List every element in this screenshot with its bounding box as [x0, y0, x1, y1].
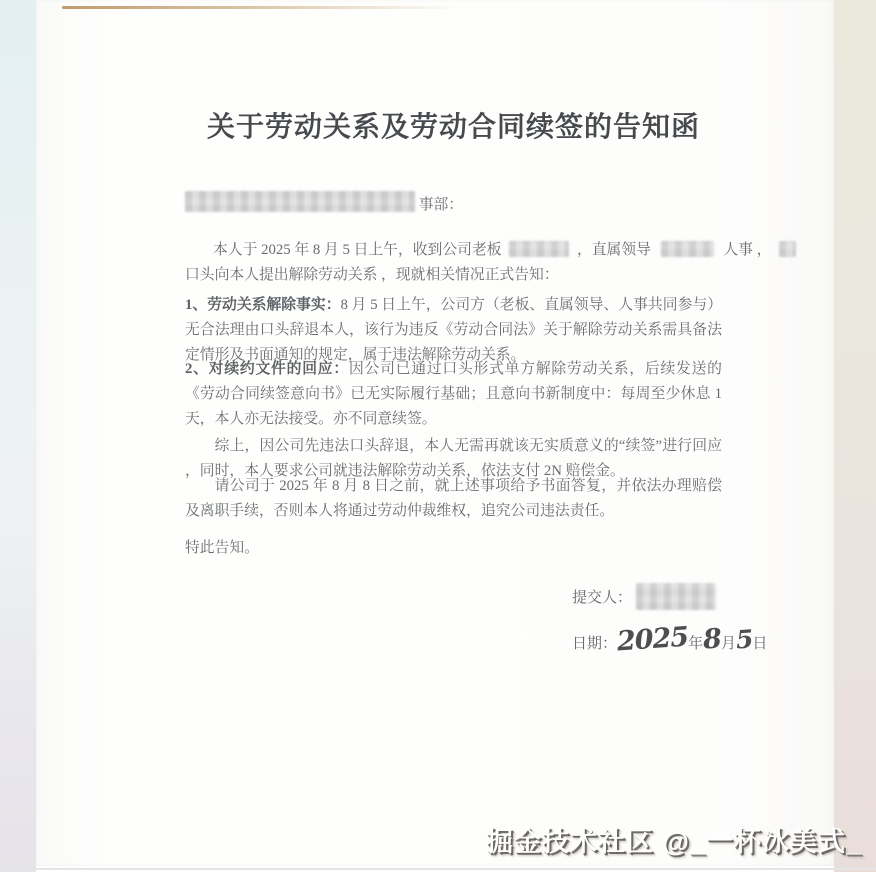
- item-2-body: 因公司已通过口头形式单方解除劳动关系，后续发送的《劳动合同续签意向书》已无实际履行基础；且意向书新制度中：每周至少休息 1 天，本人亦无法接受。亦不同意续签。: [185, 361, 722, 427]
- redacted-boss-name: [509, 241, 569, 257]
- photo-background-left: [0, 0, 36, 872]
- date-month-unit: 月: [720, 636, 736, 652]
- intro-line-1: [213, 238, 796, 263]
- handwritten-year: 2025: [616, 621, 690, 658]
- redacted-leader-name: [661, 241, 714, 257]
- recipient-line: [185, 191, 463, 218]
- redacted-submitter-name: [636, 583, 716, 610]
- item-2: [185, 357, 722, 432]
- handwritten-month: 8: [702, 623, 723, 656]
- submitter-label: 提交人：: [572, 590, 633, 606]
- date-label: 日期：: [572, 636, 618, 652]
- item-1-body: 8 月 5 日上午，公司方（老板、直属领导、人事共同参与）无合法理由口头辞退本人，该行为违反《劳动合同法》关于解除劳动关系需具备法定情形及书面通知的规定，属于违法解除劳动关系。: [185, 297, 722, 363]
- paper-top-edge: [62, 6, 462, 9]
- photo-background-right: [834, 0, 876, 872]
- community-watermark: 掘金技术社区 @_一杯冰美式_: [486, 827, 862, 857]
- item-1-label: 1、劳动关系解除事实：: [185, 297, 341, 313]
- intro-segment-3: 人事 ，: [723, 242, 772, 258]
- summary-paragraph: 综上，因公司先违法口头辞退，本人无需再就该无实质意义的“续签”进行回应 ，同时，本人要求公司就违法解除劳动关系，依法支付 2N 赔偿金。: [185, 438, 722, 479]
- intro-line-2: 口头向本人提出解除劳动关系 ，现就相关情况正式告知：: [185, 267, 559, 283]
- document-title: 关于劳动关系及劳动合同续签的告知函: [206, 112, 700, 143]
- redacted-hr-name: [779, 241, 796, 257]
- date-line: [572, 621, 768, 658]
- recipient-suffix: 事部：: [418, 197, 464, 213]
- date-year-unit: 年: [688, 636, 704, 652]
- submitter-line: [572, 583, 716, 610]
- closing-line: 特此告知。: [185, 540, 259, 556]
- item-2-label: 2、对续约文件的回应：: [185, 361, 349, 377]
- intro-segment-1: 本人于 2025 年 8 月 5 日上午，收到公司老板: [213, 242, 502, 258]
- redacted-recipient-name: [185, 191, 415, 212]
- intro-segment-2: ，直属领导: [576, 242, 651, 258]
- paper-bottom-edge: [0, 868, 876, 870]
- request-paragraph: 请公司于 2025 年 8 月 8 日之前，就上述事项给予书面答复，并依法办理赔偿及离职手续，否则本人将通过劳动仲裁维权，追究公司违法责任。: [185, 478, 722, 519]
- handwritten-day: 5: [735, 624, 754, 655]
- date-day-unit: 日: [752, 636, 768, 652]
